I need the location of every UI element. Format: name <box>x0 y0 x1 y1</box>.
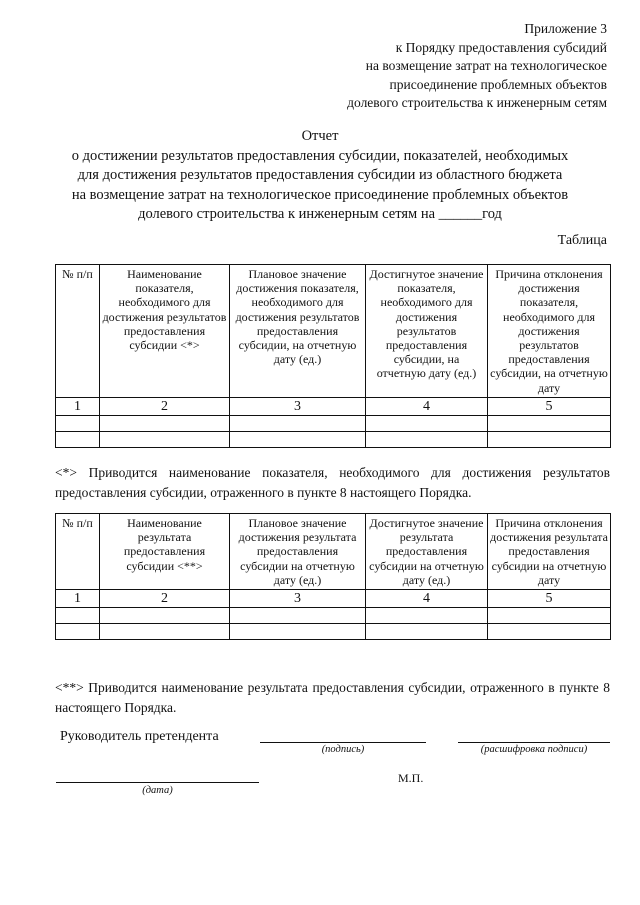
table-row <box>56 415 611 431</box>
number-cell: 3 <box>230 590 366 608</box>
number-cell: 4 <box>366 590 488 608</box>
header-cell: Наименование показателя, необходимого для достижения результатов предоставления субсидии <*> <box>100 265 230 398</box>
empty-cell[interactable] <box>366 415 488 431</box>
header-cell: Плановое значение достижения результата предоставления субсидии на отчетную дату (ед.) <box>230 514 366 590</box>
empty-cell[interactable] <box>100 431 230 447</box>
number-cell: 1 <box>56 397 100 415</box>
empty-cell[interactable] <box>230 624 366 640</box>
date-caption: (дата) <box>142 785 173 796</box>
number-cell: 1 <box>56 590 100 608</box>
table-number-row <box>56 397 611 415</box>
header-cell: Причина отклонения достижения результата предоставления субсидии на отчетную дату <box>488 514 611 590</box>
title-line: для достижения результатов предоставления субсидии из областного бюджета <box>77 167 563 183</box>
date-line[interactable] <box>56 782 259 783</box>
title-line: Отчет <box>301 128 339 144</box>
number-cell: 3 <box>230 397 366 415</box>
empty-cell[interactable] <box>488 415 611 431</box>
empty-cell[interactable] <box>366 624 488 640</box>
empty-cell[interactable] <box>230 431 366 447</box>
number-cell: 5 <box>488 397 611 415</box>
header-cell: Причина отклонения достижения показателя, необходимого для достижения результатов предоставления субсидии, на отчетную дату <box>488 265 611 398</box>
decoding-line[interactable] <box>458 742 610 743</box>
empty-cell[interactable] <box>100 415 230 431</box>
header-cell: № п/п <box>56 265 100 398</box>
empty-cell[interactable] <box>488 624 611 640</box>
empty-cell[interactable] <box>100 608 230 624</box>
number-cell: 5 <box>488 590 611 608</box>
empty-cell[interactable] <box>488 608 611 624</box>
empty-cell[interactable] <box>56 624 100 640</box>
header-cell: № п/п <box>56 514 100 590</box>
title-line: о достижении результатов предоставления субсидии, показателей, необходимых <box>71 147 569 164</box>
number-cell: 2 <box>100 397 230 415</box>
table-row <box>56 431 611 447</box>
empty-cell[interactable] <box>100 624 230 640</box>
results-table <box>55 513 611 640</box>
table-header-row <box>56 265 611 398</box>
table-row <box>56 608 611 624</box>
title-line: долевого строительства к инженерным сетям на ______год <box>138 206 502 222</box>
empty-cell[interactable] <box>230 608 366 624</box>
decoding-caption: (расшифровка подписи) <box>480 744 588 755</box>
table-header-row <box>56 514 611 590</box>
header-cell: Наименование результата предоставления субсидии <**> <box>100 514 230 590</box>
footnote-result: <**> Приводится наименование результата предоставления субсидии, отраженного в пункте 8 настоящего Порядка. <box>55 680 610 715</box>
empty-cell[interactable] <box>366 608 488 624</box>
appendix-line: присоединение проблемных объектов <box>389 76 607 92</box>
table-row <box>56 624 611 640</box>
appendix-header <box>347 20 607 113</box>
appendix-line: долевого строительства к инженерным сетям <box>347 95 607 110</box>
empty-cell[interactable] <box>56 431 100 447</box>
signature-line[interactable] <box>260 742 426 743</box>
appendix-line: на возмещение затрат на технологическое <box>365 58 607 73</box>
empty-cell[interactable] <box>488 431 611 447</box>
appendix-line: Приложение 3 <box>524 21 607 36</box>
signature-label: Руководитель претендента <box>60 729 219 744</box>
table-caption: Таблица <box>557 233 607 248</box>
footnote-indicator: <*> Приводится наименование показателя, необходимого для достижения результатов предоставления субсидии, отраженного в пункте 8 настоящего Порядка. <box>55 465 610 500</box>
number-cell: 2 <box>100 590 230 608</box>
stamp-place-label: М.П. <box>398 771 424 785</box>
table-number-row <box>56 590 611 608</box>
empty-cell[interactable] <box>56 415 100 431</box>
empty-cell[interactable] <box>230 415 366 431</box>
report-title <box>0 127 640 225</box>
header-cell: Плановое значение достижения показателя, необходимого для достижения результатов предоставления субсидии, на отчетную дату (ед.) <box>230 265 366 398</box>
signature-caption: (подпись) <box>321 744 365 755</box>
number-cell: 4 <box>366 397 488 415</box>
header-cell: Достигнутое значение результата предоставления субсидии на отчетную дату (ед.) <box>366 514 488 590</box>
title-line: на возмещение затрат на технологическое присоединение проблемных объектов <box>71 186 569 203</box>
header-cell: Достигнутое значение показателя, необходимого для достижения результатов предоставления субсидии, на отчетную дату (ед.) <box>366 265 488 398</box>
appendix-line: к Порядку предоставления субсидий <box>395 39 607 55</box>
empty-cell[interactable] <box>366 431 488 447</box>
empty-cell[interactable] <box>56 608 100 624</box>
indicators-table <box>55 264 611 448</box>
